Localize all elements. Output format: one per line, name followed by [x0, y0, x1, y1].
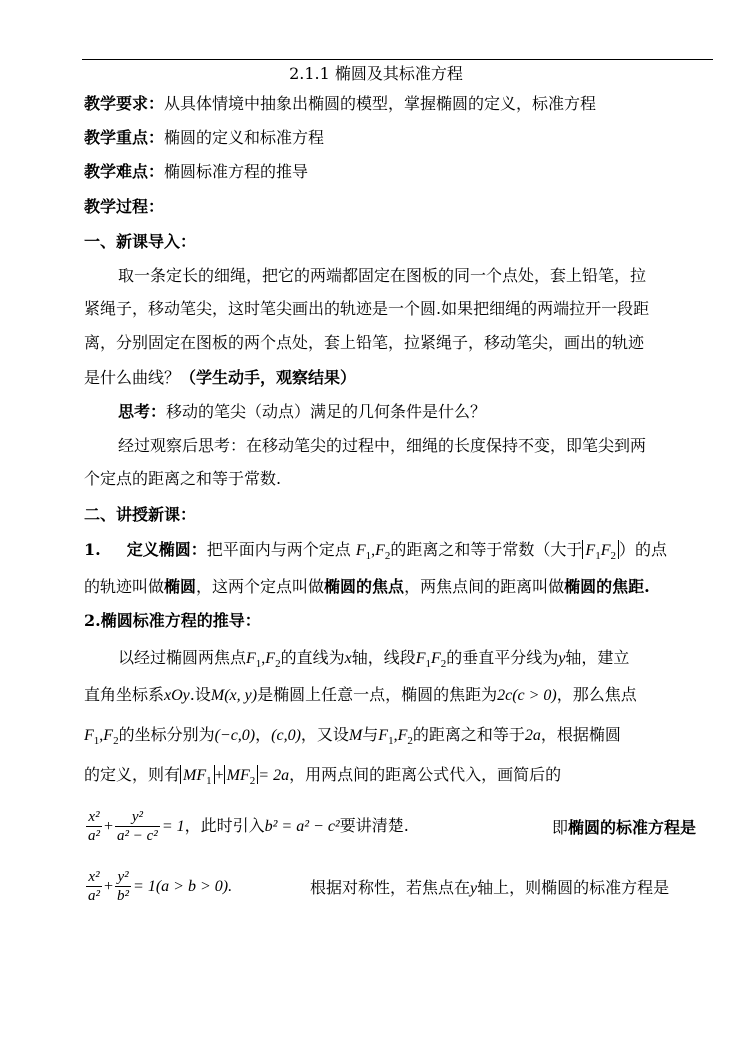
teaching-key-points: 教学重点：椭圆的定义和标准方程 — [84, 128, 325, 147]
page-title: 2.1.1 椭圆及其标准方程 — [289, 64, 463, 83]
header-rule — [82, 59, 713, 60]
derivation-line2: 直角坐标系xOy.设M(x, y)是椭圆上任意一点，椭圆的焦距为2c(c > 0)，那么焦点 — [84, 685, 637, 704]
para1-line2: 紧绳子，移动笔尖，这时笔尖画出的轨迹是一个圆.如果把细绳的两端拉开一段距 — [84, 299, 650, 318]
section-1-heading: 一、新课导入： — [84, 232, 197, 251]
symmetry-note: 根据对称性，若焦点在y轴上，则椭圆的标准方程是 — [310, 878, 670, 897]
equation-line2: $\frac{\text{x²}}{\text{a²}}$ + $\frac{\text{y²}}{\text{b²}}$ = 1(a > b > 0). — [88, 869, 233, 904]
definition-line2: 的轨迹叫做椭圆，这两个定点叫做椭圆的焦点，两焦点间的距离叫做椭圆的焦距. — [84, 577, 650, 596]
abs-f1f2: $F_1F_2$ — [582, 540, 619, 559]
teaching-process-label: 教学过程： — [84, 197, 165, 216]
fraction-y2-b2: $\frac{\text{y²}}{\text{b²}}$ — [117, 869, 130, 904]
derivation-line4: 的定义，则有 $MF_1 + MF_2 = 2a$，用两点间的距离公式代入，画简后的 — [84, 765, 562, 788]
fraction-y2-a2mc2: $\frac{\text{y²}}{\text{a² − c²}}$ — [117, 809, 158, 844]
derivation-heading: 2.椭圆标准方程的推导： — [84, 611, 261, 630]
definition-line1: 1. 定义椭圆：把平面内与两个定点 $F_1,F_2$的距离之和等于常数（大于 $F_1F_2$ ）的点 — [84, 540, 667, 563]
section-2-heading: 二、讲授新课： — [84, 505, 197, 524]
teaching-requirements: 教学要求：从具体情境中抽象出椭圆的模型，掌握椭圆的定义，标准方程 — [84, 94, 597, 113]
fraction-x2-a2-b: $\frac{\text{x²}}{\text{a²}}$ — [88, 869, 100, 904]
equation-line1: $\frac{\text{x²}}{\text{a²}}$ + $\frac{\text{y²}}{\text{a² − c²}}$ = 1，此时引入b² = a² − c²要讲清楚. — [88, 809, 409, 844]
standard-equation-lead: 即椭圆的标准方程是 — [552, 818, 697, 837]
fraction-x2-a2: $\frac{\text{x²}}{\text{a²}}$ — [88, 809, 100, 844]
think-question: 思考：移动的笔尖（动点）满足的几何条件是什么？ — [118, 402, 487, 421]
para2-line1: 经过观察后思考：在移动笔尖的过程中，细绳的长度保持不变，即笔尖到两 — [118, 436, 647, 455]
derivation-line1: 以经过椭圆两焦点$F_1,F_2$的直线为x轴，线段$F_1F_2$的垂直平分线为y轴，建立 — [118, 648, 630, 671]
teaching-difficulty: 教学难点：椭圆标准方程的推导 — [84, 162, 309, 181]
para1-line1: 取一条定长的细绳，把它的两端都固定在图板的同一个点处，套上铅笔，拉 — [118, 266, 647, 285]
derivation-line3: $F_1,F_2$的坐标分别为(−c,0)，(c,0)，又设M与$F_1,F_2$的距离之和等于2a，根据椭圆 — [84, 725, 621, 748]
para2-line2: 个定点的距离之和等于常数. — [84, 469, 282, 488]
para1-line4: 是什么曲线？（学生动手，观察结果） — [84, 368, 357, 387]
f1-f2: $F_1,F_2$ — [355, 542, 391, 563]
para1-line3: 离，分别固定在图板的两个点处，套上铅笔，拉紧绳子，移动笔尖，画出的轨迹 — [84, 333, 645, 352]
